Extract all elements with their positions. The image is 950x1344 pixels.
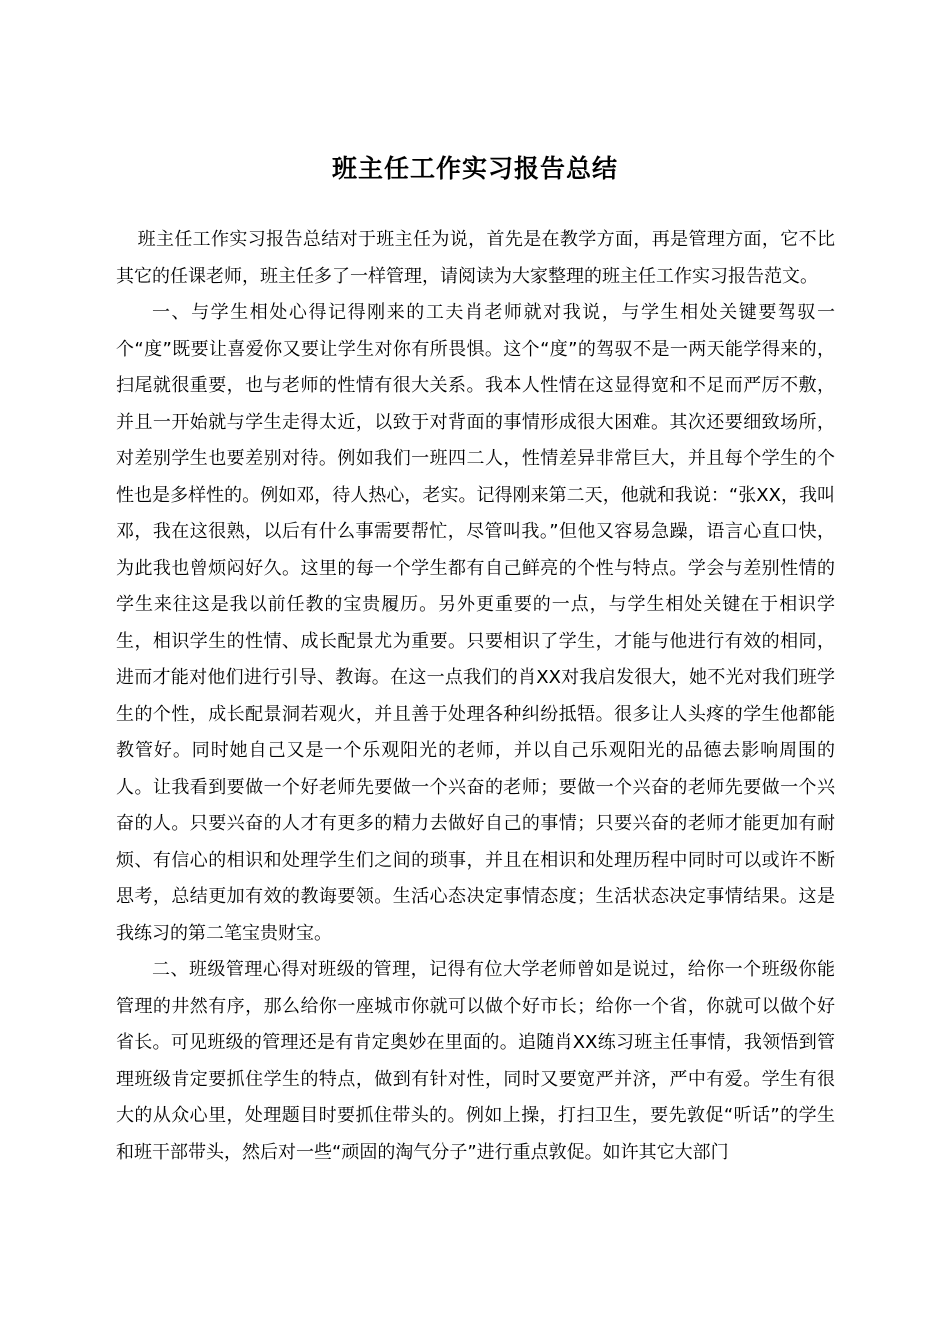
document-body xyxy=(116,222,835,1171)
paragraph-section-1: 一、与学生相处心得记得刚来的工夫肖老师就对我说，与学生相处关键要驾驭一个“度”既要让喜爱你又要让学生对你有所畏惧。这个“度”的驾驭不是一两天能学得来的，扫尾就很重要，也与老师的性情有很大关系。我本人性情在这显得宽和不足而严厉不敷，并且一开始就与学生走得太近，以致于对背面的事情形成很大困难。其次还要细致场所，对差别学生也要差别对待。例如我们一班四二人，性情差异非常巨大，并且每个学生的个性也是多样性的。例如邓，待人热心，老实。记得刚来第二天，他就和我说：“张XX，我叫邓，我在这很熟，以后有什么事需要帮忙，尽管叫我。”但他又容易急躁，语言心直口快，为此我也曾烦闷好久。这里的每一个学生都有自己鲜亮的个性与特点。学会与差别性情的学生来往这是我以前任教的宝贵履历。另外更重要的一点，与学生相处关键在于相识学生，相识学生的性情、成长配景尤为重要。只要相识了学生，才能与他进行有效的相同，进而才能对他们进行引导、教诲。在这一点我们的肖XX对我启发很大，她不光对我们班学生的个性，成长配景洞若观火，并且善于处理各种纠纷抵牾。很多让人头疼的学生他都能教管好。同时她自己又是一个乐观阳光的老师，并以自己乐观阳光的品德去影响周围的人。让我看到要做一个好老师先要做一个兴奋的老师；要做一个兴奋的老师先要做一个兴奋的人。只要兴奋的人才有更多的精力去做好自己的事情；只要兴奋的老师才能更加有耐烦、有信心的相识和处理学生们之间的琐事，并且在相识和处理历程中同时可以或许不断思考，总结更加有效的教诲要领。生活心态决定事情态度；生活状态决定事情结果。这是我练习的第二笔宝贵财宝。 xyxy=(116,302,835,944)
paragraph-section-2: 二、班级管理心得对班级的管理，记得有位大学老师曾如是说过，给你一个班级你能管理的井然有序，那么给你一座城市你就可以做个好市长；给你一个省，你就可以做个好省长。可见班级的管理还是有肯定奥妙在里面的。追随肖XX练习班主任事情，我领悟到管理班级肯定要抓住学生的特点，做到有针对性，同时又要宽严并济，严中有爱。学生有很大的从众心里，处理题目时要抓住带头的。例如上操，打扫卫生，要先敦促“听话”的学生和班干部带头，然后对一些“顽固的淘气分子”进行重点敦促。如许其它大部门 xyxy=(116,959,835,1163)
paragraph-intro: 班主任工作实习报告总结对于班主任为说，首先是在教学方面，再是管理方面，它不比其它的任课老师，班主任多了一样管理，请阅读为大家整理的班主任工作实习报告范文。 xyxy=(116,229,835,287)
page-title: 班主任工作实习报告总结 xyxy=(331,153,618,183)
